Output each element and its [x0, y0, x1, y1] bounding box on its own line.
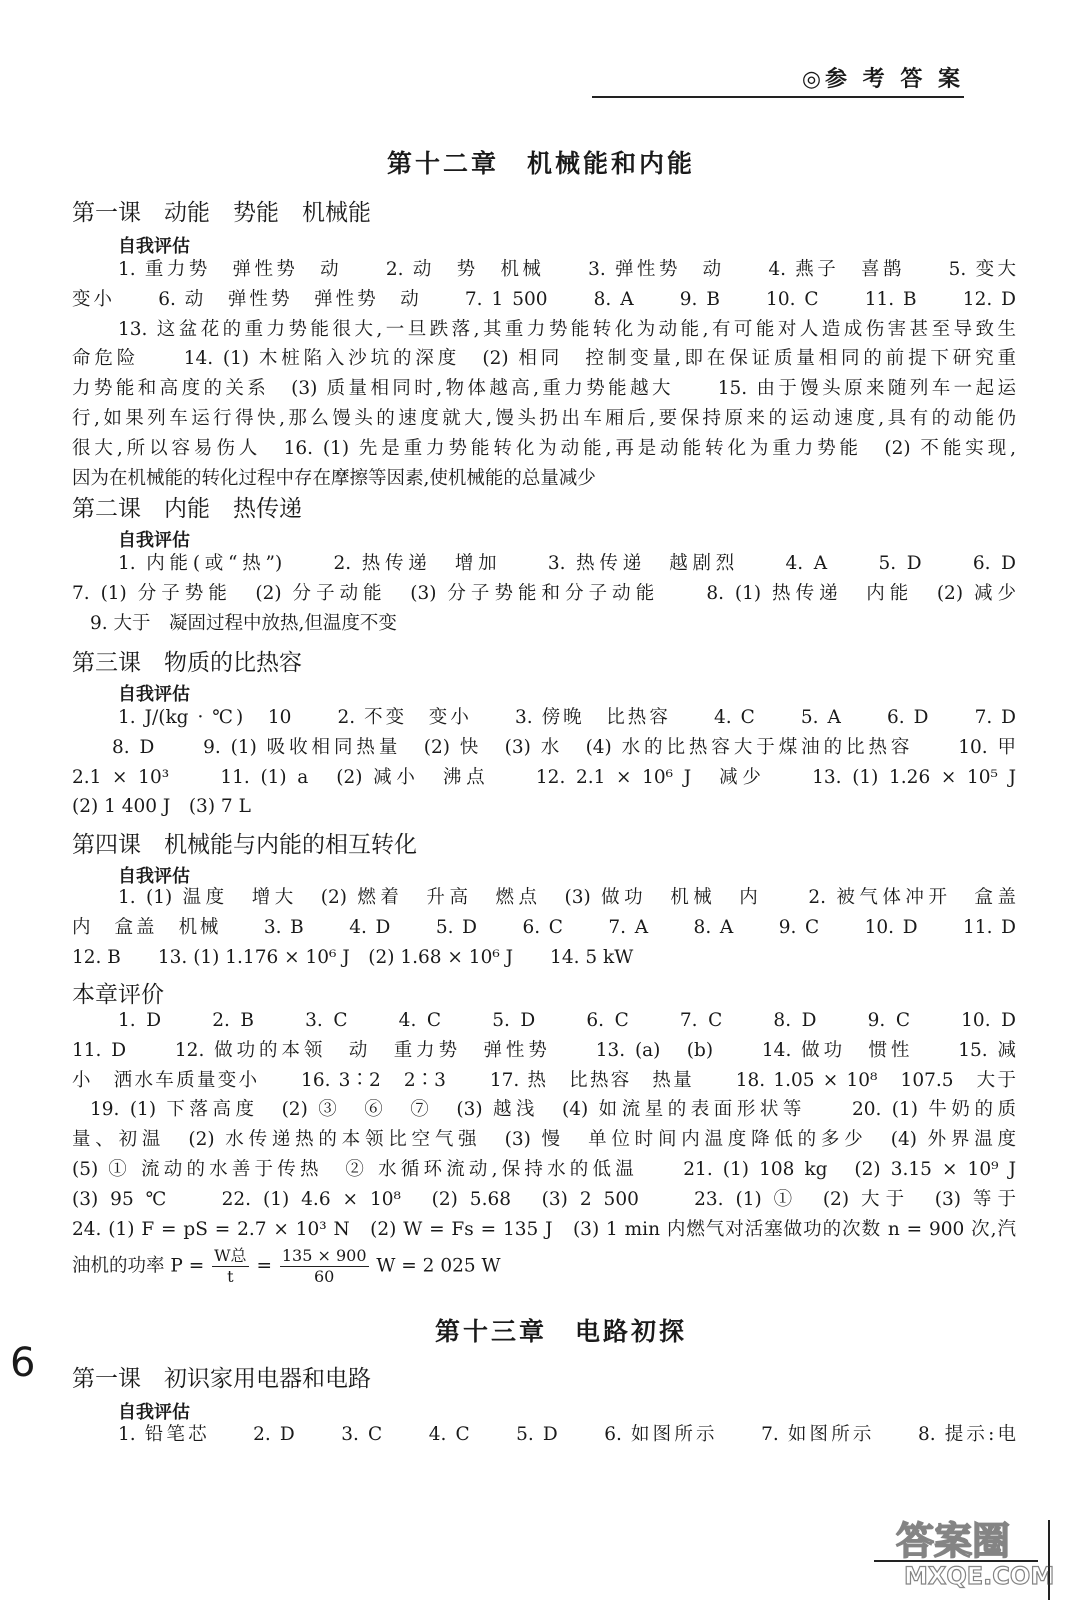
svg-text:MXQE.COM: MXQE.COM — [904, 1562, 1055, 1590]
header-rule — [592, 96, 964, 98]
answer-line: 量、初温 (2) 水传递热的本领比空气强 (3) 慢 单位时间内温度降低的多少 (4) 外界温度 — [72, 1129, 1016, 1151]
power-formula — [72, 1246, 1016, 1287]
answer-line: 1. J/(kg · ℃) 10 2. 不变 变小 3. 傍晚 比热容 4. C 5. A 6. D 7. D — [118, 707, 1016, 728]
self-eval-heading: 自我评估 — [118, 236, 190, 257]
answer-line: 13. 这盆花的重力势能很大,一旦跌落,其重力势能转化为动能,有可能对人造成伤害甚至导致生 — [118, 318, 1016, 340]
answer-line: 8. D 9. (1) 吸收相同热量 (2) 快 (3) 水 (4) 水的比热容大于煤油的比热容 10. 甲 — [112, 736, 1016, 758]
answer-line: 小 洒水车质量变小 16. 3∶2 2∶3 17. 热 比热容 热量 18. 1.05 × 10⁸ 107.5 大于 — [72, 1069, 1016, 1091]
answer-line: 1. D 2. B 3. C 4. C 5. D 6. C 7. C 8. D 9. C 10. D — [118, 1010, 1016, 1031]
c13-lesson-1-title: 第一课 初识家用电器和电路 — [72, 1366, 371, 1392]
chapter-12-title: 第十二章 机械能和内能 — [386, 149, 695, 178]
answer-line: (5) ① 流动的水善于传热 ② 水循环流动,保持水的低温 21. (1) 108 kg (2) 3.15 × 10⁹ J — [72, 1158, 1016, 1180]
answer-line: (2) 1 400 J (3) 7 L — [72, 796, 251, 818]
lesson-4-title: 第四课 机械能与内能的相互转化 — [72, 832, 417, 858]
lesson-1-title: 第一课 动能 势能 机械能 — [72, 200, 371, 226]
fraction-numerator: W总 — [214, 1246, 247, 1266]
answer-line: 19. (1) 下落高度 (2) ③ ⑥ ⑦ (3) 越浅 (4) 如流星的表面形状等 20. (1) 牛奶的质 — [90, 1099, 1016, 1121]
formula-equals: = — [256, 1255, 272, 1277]
answer-line: 1. (1) 温度 增大 (2) 燃着 升高 燃点 (3) 做功 机械 内 2. 被气体冲开 盒盖 — [118, 887, 1016, 908]
answer-line: 1. 重力势 弹性势 动 2. 动 势 机械 3. 弹性势 动 4. 燕子 喜鹊 5. 变大 — [118, 259, 1016, 280]
formula-prefix: 油机的功率 P = — [72, 1255, 205, 1277]
fraction-denominator: t — [227, 1267, 234, 1287]
answer-line: 1. 内能(或“热”) 2. 热传递 增加 3. 热传递 越剧烈 4. A 5. D 6. D — [118, 553, 1016, 574]
chapter-13-title: 第十三章 电路初探 — [434, 1317, 687, 1346]
formula-suffix: W = 2 025 W — [376, 1255, 501, 1277]
answer-line: 1. 铅笔芯 2. D 3. C 4. C 5. D 6. 如图所示 7. 如图所示 8. 提示:电 — [118, 1424, 1016, 1445]
answer-line: 11. D 12. 做功的本领 动 重力势 弹性势 13. (a) (b) 14. 做功 惯性 15. 减 — [72, 1039, 1016, 1061]
lesson-1-answers — [72, 255, 1016, 493]
answer-line: 内 盒盖 机械 3. B 4. D 5. D 6. C 7. A 8. A 9. C 10. D 11. D — [72, 916, 1016, 938]
chapter-review-answers — [72, 1006, 1016, 1287]
answer-line: 变小 6. 动 弹性势 弹性势 动 7. 1 500 8. A 9. B 10. C 11. B 12. D — [72, 288, 1016, 310]
answer-line: (3) 95 ℃ 22. (1) 4.6 × 10⁸ (2) 5.68 (3) 2 500 23. (1) ① (2) 大于 (3) 等于 — [72, 1188, 1016, 1210]
lesson-4-answers — [72, 883, 1016, 972]
fraction-work-time — [212, 1246, 248, 1287]
self-eval-heading: 自我评估 — [118, 1402, 190, 1423]
c13-lesson-1-answers — [72, 1420, 1016, 1450]
fraction-denominator: 60 — [314, 1267, 335, 1287]
self-eval-heading: 自我评估 — [118, 866, 190, 887]
answer-line: 很大,所以容易伤人 16. (1) 先是重力势能转化为动能,再是动能转化为重力势能 (2) 不能实现, — [72, 437, 1016, 459]
answer-line: 力势能和高度的关系 (3) 质量相同时,物体越高,重力势能越大 15. 由于馒头原来随列车一起运 — [72, 378, 1016, 400]
answer-line: 12. B 13. (1) 1.176 × 10⁶ J (2) 1.68 × 10⁶ J 14. 5 kW — [72, 946, 634, 968]
answer-line: 因为在机械能的转化过程中存在摩擦等因素,使机械能的总量减少 — [72, 467, 596, 489]
answer-line: 7. (1) 分子势能 (2) 分子动能 (3) 分子势能和分子动能 8. (1) 热传递 内能 (2) 减少 — [72, 582, 1016, 604]
chapter-review-title: 本章评价 — [72, 982, 164, 1008]
self-eval-heading: 自我评估 — [118, 684, 190, 705]
lesson-3-title: 第三课 物质的比热容 — [72, 650, 302, 676]
answer-line: 24. (1) F = pS = 2.7 × 10³ N (2) W = Fs = 135 J (3) 1 min 内燃气对活塞做功的次数 n = 900 次,汽 — [72, 1218, 1016, 1240]
page-number: 6 — [10, 1340, 36, 1386]
watermark-logo — [886, 1510, 1056, 1590]
fraction-values — [280, 1246, 369, 1287]
running-header: ◎参 考 答 案 — [801, 67, 964, 92]
fraction-numerator: 135 × 900 — [281, 1246, 367, 1266]
answer-line: 9. 大于 凝固过程中放热,但温度不变 — [90, 612, 397, 634]
answer-line: 2.1 × 10³ 11. (1) a (2) 减小 沸点 12. 2.1 × 10⁶ J 减少 13. (1) 1.26 × 10⁵ J — [72, 766, 1016, 788]
lesson-2-title: 第二课 内能 热传递 — [72, 496, 302, 522]
self-eval-heading: 自我评估 — [118, 530, 190, 551]
lesson-2-answers — [72, 549, 1016, 638]
answer-line: 行,如果列车运行得快,那么馒头的速度就大,馒头扔出车厢后,要保持原来的运动速度,具有的动能仍 — [72, 407, 1016, 429]
lesson-3-answers — [72, 703, 1016, 822]
answer-line: 命危险 14. (1) 木桩陷入沙坑的深度 (2) 相同 控制变量,即在保证质量相同的前提下研究重 — [72, 348, 1016, 370]
svg-text:答案圈: 答案圈 — [896, 1519, 1011, 1563]
